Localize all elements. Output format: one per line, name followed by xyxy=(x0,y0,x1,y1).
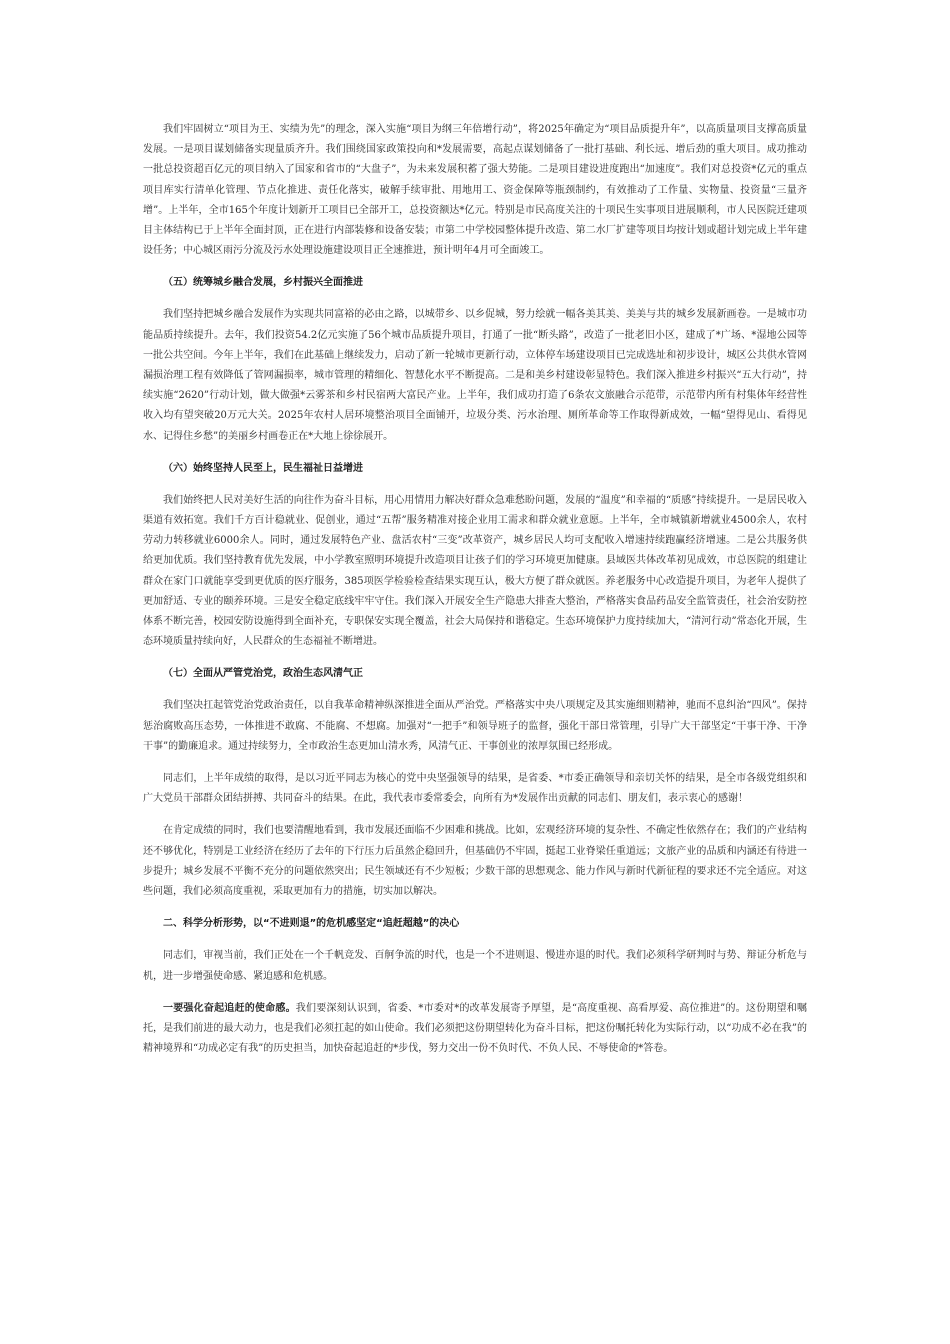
paragraph-urban-rural: 我们坚持把城乡融合发展作为实现共同富裕的必由之路，以城带乡、以乡促城，努力绘就一幅各美其美、美美与共的城乡发展新画卷。一是城市功能品质持续提升。去年，我们投资54.2亿元实施了56个城市品质提升项目，打通了一批“断头路”，改造了一批老旧小区，建成了*广场、*湿地公园等一批公共空间。今年上半年，我们在此基础上继续发力，启动了新一轮城市更新行动，立体停车场建设项目已完成选址和初步设计，城区公共供水管网漏损治理工程有效降低了管网漏损率，城市管理的精细化、智慧化水平不断提高。二是和美乡村建设彰显特色。我们深入推进乡村振兴“五大行动”，持续实施“2620”行动计划，做大做强*云雾茶和乡村民宿两大富民产业。上半年，我们成功打造了6条农文旅融合示范带，示范带内所有村集体年经营性收入均有望突破20万元大关。2025年农村人居环境整治项目全面铺开，垃圾分类、污水治理、厕所革命等工作取得新成效，一幅“望得见山、看得见水、记得住乡愁”的美丽乡村画卷正在*大地上徐徐展开。 xyxy=(143,309,807,442)
section-heading-urban-rural: （五）统筹城乡融合发展，乡村振兴全面推进 xyxy=(163,277,363,289)
paragraph-livelihood: 我们始终把人民对美好生活的向往作为奋斗目标，用心用情用力解决好群众急难愁盼问题，发展的“温度”和幸福的“质感”持续提升。一是居民收入渠道有效拓宽。我们千方百计稳就业、促创业，通过“五帮”服务精准对接企业用工需求和群众就业意愿。上半年，全市城镇新增就业4500余人，农村劳动力转移就业6000余人。同时，通过发展特色产业、盘活农村“三变”改革资产，城乡居民人均可支配收入增速持续跑赢经济增速。二是公共服务供给更加优质。我们坚持教育优先发展，中小学教室照明环境提升改造项目让孩子们的学习环境更加健康。县域医共体改革初见成效，市总医院的组建让群众在家门口就能享受到更优质的医疗服务，385项医学检验检查结果实现互认，极大方便了群众就医。养老服务中心改造提升项目，为老年人提供了更加舒适、专业的颐养环境。三是安全稳定底线牢牢守住。我们深入开展安全生产隐患大排查大整治，严格落实食品药品安全监管责任，社会治安防控体系不断完善，校园安防设施得到全面补充，专职保安实现全覆盖，社会大局保持和谐稳定。生态环境保护力度持续加大，“清河行动”常态化开展，生态环境质量持续向好，人民群众的生态福祉不断增进。 xyxy=(143,494,807,648)
paragraph-party-governance: 我们坚决扛起管党治党政治责任，以自我革命精神纵深推进全面从严治党。严格落实中央八项规定及其实施细则精神，驰而不息纠治“四风”。保持惩治腐败高压态势，一体推进不敢腐、不能腐、不想腐。加强对“一把手”和领导班子的监督，强化干部日常管理，引导广大干部坚定“干事干净、干净干事”的勤廉追求。通过持续努力，全市政治生态更加山清水秀，风清气正、干事创业的浓厚氛围已经形成。 xyxy=(143,700,807,752)
paragraph-challenges: 在肯定成绩的同时，我们也要清醒地看到，我市发展还面临不少困难和挑战。比如，宏观经济环境的复杂性、不确定性依然存在；我们的产业结构还不够优化，特别是工业经济在经历了去年的下行压力后虽然企稳回升，但基础仍不牢固，挺起工业脊梁任重道远；文旅产业的品质和内涵还有待进一步提升；城乡发展不平衡不充分的问题依然突出；民生领域还有不少短板；少数干部的思想观念、能力作风与新时代新征程的要求还不完全适应。对这些问题，我们必须高度重视，采取更加有力的措施，切实加以解决。 xyxy=(143,825,807,898)
paragraph-projects: 我们牢固树立“项目为王、实绩为先”的理念，深入实施“项目为纲三年倍增行动”，将2025年确定为“项目品质提升年”，以高质量项目支撑高质量发展。一是项目谋划储备实现量质齐升。我们围绕国家政策投向和*发展需要，高起点谋划储备了一批打基础、利长远、增后劲的重大项目。成功推动一批总投资超百亿元的项目纳入了国家和省市的“大盘子”，为未来发展积蓄了强大势能。二是项目建设进度跑出“加速度”。我们对总投资*亿元的重点项目库实行清单化管理、节点化推进、责任化落实，破解手续审批、用地用工、资金保障等瓶颈制约，有效推动了工作量、实物量、投资量“三量齐增”。上半年，全市165个年度计划新开工项目已全部开工，总投资额达*亿元。特别是市民高度关注的十项民生实事项目进展顺利，市人民医院迁建项目主体结构已于上半年全面封顶，正在进行内部装修和设备安装；市第二中学校园整体提升改造、第二水厂扩建等项目均按计划或超计划完成上半年建设任务；中心城区雨污分流及污水处理设施建设项目正全速推进，预计明年4月可全面竣工。 xyxy=(143,124,807,257)
paragraph-thanks: 同志们，上半年成绩的取得，是以习近平同志为核心的党中央坚强领导的结果，是省委、*市委正确领导和亲切关怀的结果，是全市各级党组织和广大党员干部群众团结拼搏、共同奋斗的结果。在此，我代表市委常委会，向所有为*发展作出贡献的同志们、朋友们，表示衷心的感谢！ xyxy=(143,773,807,805)
mission-body: 我们要深刻认识到，省委、*市委对*的改革发展寄予厚望，是“高度重视、高看厚爱、高位推进”的。这份期望和嘱托，是我们前进的最大动力，也是我们必须扛起的如山使命。我们必须把这份期望转化为奋斗目标，把这份嘱托转化为实际行动，以“功成不必在我”的精神境界和“功成必定有我”的历史担当，加快奋起追赶的*步伐，努力交出一份不负时代、不负人民、不辱使命的*答卷。 xyxy=(143,1002,807,1055)
paragraph-mission xyxy=(143,999,807,1060)
document-body xyxy=(143,120,807,1059)
mission-lead-sentence: 一要强化奋起追赶的使命感。 xyxy=(163,1002,296,1014)
section-heading-party-governance: （七）全面从严管党治党，政治生态风清气正 xyxy=(163,668,363,680)
section-heading-livelihood: （六）始终坚持人民至上，民生福祉日益增进 xyxy=(163,462,363,474)
chapter-heading-situation: 二、科学分析形势，以“不进则退”的危机感坚定“追赶超越”的决心 xyxy=(163,918,460,930)
paragraph-situation-intro: 同志们，审视当前，我们正处在一个千帆竞发、百舸争流的时代，也是一个不进则退、慢进亦退的时代。我们必须科学研判时与势、辩证分析危与机，进一步增强使命感、紧迫感和危机感。 xyxy=(143,950,807,982)
